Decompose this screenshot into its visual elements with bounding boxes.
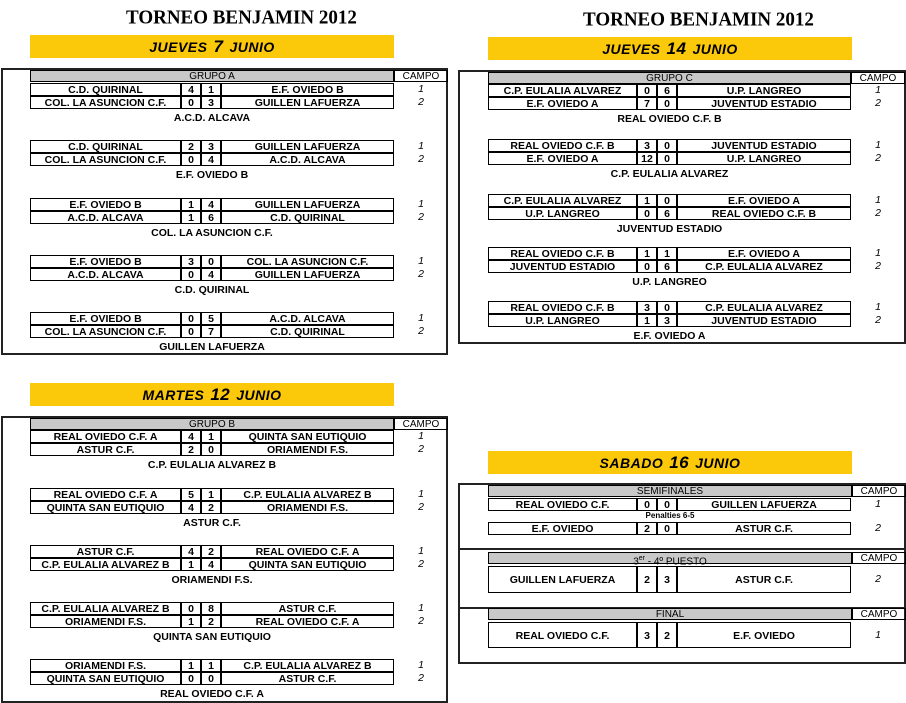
away-team: E.F. OVIEDO A — [677, 194, 851, 207]
group-header: GRUPO B — [30, 418, 394, 430]
home-score: 1 — [637, 314, 657, 327]
home-score: 4 — [181, 430, 201, 443]
home-score: 1 — [181, 198, 201, 211]
campo-number: 2 — [875, 573, 881, 585]
campo-number: 2 — [418, 268, 424, 280]
semifinals-header: SEMIFINALES — [488, 485, 852, 497]
home-team: E.F. OVIEDO B — [30, 255, 181, 268]
away-score: 5 — [201, 312, 221, 325]
campo-number: 2 — [418, 501, 424, 513]
resting-team: REAL OVIEDO C.F. A — [160, 688, 264, 700]
away-team: C.D. QUIRINAL — [221, 211, 394, 224]
home-score: 0 — [637, 84, 657, 97]
home-team: ASTUR C.F. — [30, 443, 181, 456]
home-team: QUINTA SAN EUTIQUIO — [30, 672, 181, 685]
resting-team: ORIAMENDI F.S. — [171, 574, 253, 586]
away-team: REAL OVIEDO C.F. B — [677, 207, 851, 220]
home-score: 1 — [637, 194, 657, 207]
band-month: JUNIO — [229, 39, 275, 55]
campo-number: 2 — [875, 314, 881, 326]
away-score: 2 — [201, 501, 221, 514]
away-team: JUVENTUD ESTADIO — [677, 314, 851, 327]
third-label-number: 3 — [633, 556, 639, 568]
campo-number: 1 — [875, 84, 881, 96]
away-team: GUILLEN LAFUERZA — [221, 198, 394, 211]
away-team: E.F. OVIEDO B — [221, 83, 394, 96]
home-team: REAL OVIEDO C.F. B — [488, 139, 637, 152]
date-band-sabado-16 — [488, 451, 852, 474]
band-day-name: MARTES — [142, 387, 205, 403]
home-score: 0 — [181, 312, 201, 325]
home-score: 1 — [181, 659, 201, 672]
away-team: REAL OVIEDO C.F. A — [221, 615, 394, 628]
home-team: C.P. EULALIA ALVAREZ — [488, 84, 637, 97]
band-day-name: JUEVES — [602, 41, 661, 57]
away-team: E.F. OVIEDO — [677, 622, 851, 648]
away-team: U.P. LANGREO — [677, 84, 851, 97]
resting-team: E.F. OVIEDO B — [175, 169, 249, 181]
home-score: 0 — [181, 672, 201, 685]
away-team: ASTUR C.F. — [221, 672, 394, 685]
away-score: 7 — [201, 325, 221, 338]
away-score: 0 — [657, 152, 677, 165]
home-score: 7 — [637, 97, 657, 110]
campo-number: 2 — [875, 260, 881, 272]
home-score: 3 — [637, 139, 657, 152]
away-score: 0 — [201, 255, 221, 268]
campo-number: 2 — [875, 97, 881, 109]
band-month: JUNIO — [236, 387, 282, 403]
campo-header: CAMPO — [394, 418, 448, 430]
away-team: C.P. EULALIA ALVAREZ B — [221, 488, 394, 501]
campo-number: 1 — [418, 312, 424, 324]
away-score: 1 — [201, 83, 221, 96]
home-team: E.F. OVIEDO A — [488, 152, 637, 165]
campo-number: 2 — [418, 443, 424, 455]
home-score: 0 — [637, 207, 657, 220]
campo-number: 1 — [875, 247, 881, 259]
away-team: GUILLEN LAFUERZA — [677, 498, 851, 511]
campo-number: 1 — [418, 255, 424, 267]
away-score: 1 — [201, 430, 221, 443]
away-score: 0 — [201, 672, 221, 685]
campo-number: 1 — [418, 602, 424, 614]
home-team: C.D. QUIRINAL — [30, 83, 181, 96]
away-score: 2 — [201, 545, 221, 558]
home-score: 0 — [181, 268, 201, 281]
resting-team: C.D. QUIRINAL — [174, 284, 250, 296]
date-band-jueves-7 — [30, 35, 394, 58]
band-day-number: 7 — [213, 37, 224, 56]
campo-header: CAMPO — [394, 70, 448, 82]
third-label-rest: - 4º PUESTO — [644, 556, 707, 568]
campo-number: 1 — [418, 430, 424, 442]
band-day-name: JUEVES — [149, 39, 208, 55]
away-team: COL. LA ASUNCION C.F. — [221, 255, 394, 268]
third-place-header — [488, 552, 852, 568]
home-team: REAL OVIEDO C.F. B — [488, 247, 637, 260]
home-score: 5 — [181, 488, 201, 501]
date-band-martes-12 — [30, 383, 394, 406]
penalties-note: Penalties 6-5 — [645, 511, 695, 520]
band-day-number: 16 — [669, 453, 690, 472]
resting-team: C.P. EULALIA ALVAREZ — [610, 168, 729, 180]
home-score: 0 — [181, 602, 201, 615]
home-score: 2 — [181, 443, 201, 456]
band-month: JUNIO — [695, 455, 741, 471]
campo-number: 2 — [418, 558, 424, 570]
home-team: REAL OVIEDO C.F. B — [488, 301, 637, 314]
away-score: 0 — [657, 139, 677, 152]
home-team: GUILLEN LAFUERZA — [488, 566, 637, 593]
home-team: C.D. QUIRINAL — [30, 140, 181, 153]
away-score: 4 — [201, 268, 221, 281]
home-score: 4 — [181, 545, 201, 558]
home-team: JUVENTUD ESTADIO — [488, 260, 637, 273]
home-score: 2 — [181, 140, 201, 153]
away-team: A.C.D. ALCAVA — [221, 153, 394, 166]
campo-number: 2 — [875, 522, 881, 534]
home-team: C.P. EULALIA ALVAREZ B — [30, 558, 181, 571]
home-score: 1 — [637, 247, 657, 260]
campo-number: 2 — [418, 325, 424, 337]
away-team: ASTUR C.F. — [677, 522, 851, 535]
away-team: C.P. EULALIA ALVAREZ — [677, 301, 851, 314]
home-team: ASTUR C.F. — [30, 545, 181, 558]
campo-number: 2 — [418, 96, 424, 108]
away-team: C.D. QUIRINAL — [221, 325, 394, 338]
home-team: REAL OVIEDO C.F. A — [30, 430, 181, 443]
home-score: 4 — [181, 83, 201, 96]
home-score: 3 — [637, 301, 657, 314]
away-score: 4 — [201, 198, 221, 211]
campo-header: CAMPO — [852, 552, 906, 564]
campo-number: 2 — [875, 152, 881, 164]
away-score: 0 — [657, 97, 677, 110]
away-score: 0 — [201, 443, 221, 456]
campo-number: 2 — [418, 615, 424, 627]
away-team: QUINTA SAN EUTIQUIO — [221, 558, 394, 571]
resting-team: QUINTA SAN EUTIQUIO — [153, 631, 271, 643]
away-score: 2 — [657, 622, 677, 648]
resting-team: COL. LA ASUNCION C.F. — [151, 227, 273, 239]
home-score: 0 — [637, 498, 657, 511]
home-team: A.C.D. ALCAVA — [30, 268, 181, 281]
home-score: 3 — [637, 622, 657, 648]
home-team: ORIAMENDI F.S. — [30, 615, 181, 628]
away-score: 0 — [657, 522, 677, 535]
away-score: 4 — [201, 153, 221, 166]
away-score: 4 — [201, 558, 221, 571]
band-day-name: SABADO — [599, 455, 664, 471]
home-score: 2 — [637, 522, 657, 535]
home-team: REAL OVIEDO C.F. A — [30, 488, 181, 501]
away-score: 0 — [657, 301, 677, 314]
campo-number: 1 — [418, 488, 424, 500]
away-score: 8 — [201, 602, 221, 615]
home-team: E.F. OVIEDO A — [488, 97, 637, 110]
resting-team: U.P. LANGREO — [632, 276, 707, 288]
away-score: 1 — [201, 659, 221, 672]
resting-team: E.F. OVIEDO A — [633, 330, 706, 342]
away-score: 3 — [657, 314, 677, 327]
resting-team: REAL OVIEDO C.F. B — [617, 113, 722, 125]
away-score: 0 — [657, 194, 677, 207]
home-score: 0 — [181, 153, 201, 166]
campo-header: CAMPO — [852, 485, 906, 497]
away-score: 3 — [201, 96, 221, 109]
home-team: C.P. EULALIA ALVAREZ — [488, 194, 637, 207]
home-team: QUINTA SAN EUTIQUIO — [30, 501, 181, 514]
band-month: JUNIO — [692, 41, 738, 57]
away-team: C.P. EULALIA ALVAREZ B — [221, 659, 394, 672]
home-team: COL. LA ASUNCION C.F. — [30, 325, 181, 338]
away-team: QUINTA SAN EUTIQUIO — [221, 430, 394, 443]
band-day-number: 14 — [666, 39, 687, 58]
home-score: 3 — [181, 255, 201, 268]
campo-number: 1 — [875, 301, 881, 313]
home-team: REAL OVIEDO C.F. — [488, 498, 637, 511]
resting-team: C.P. EULALIA ALVAREZ B — [147, 459, 277, 471]
campo-number: 1 — [418, 659, 424, 671]
home-score: 0 — [181, 96, 201, 109]
campo-number: 2 — [418, 153, 424, 165]
home-score: 0 — [181, 325, 201, 338]
away-team: ASTUR C.F. — [221, 602, 394, 615]
away-team: C.P. EULALIA ALVAREZ — [677, 260, 851, 273]
campo-number: 1 — [875, 629, 881, 641]
home-team: C.P. EULALIA ALVAREZ B — [30, 602, 181, 615]
left-tournament-title: TORNEO BENJAMIN 2012 — [126, 6, 357, 29]
away-team: GUILLEN LAFUERZA — [221, 268, 394, 281]
away-score: 2 — [201, 615, 221, 628]
campo-header: CAMPO — [851, 72, 905, 84]
home-score: 1 — [181, 211, 201, 224]
band-day-number: 12 — [210, 385, 231, 404]
right-tournament-title: TORNEO BENJAMIN 2012 — [583, 8, 814, 31]
group-header: GRUPO C — [488, 72, 851, 84]
campo-number: 1 — [418, 545, 424, 557]
away-score: 6 — [657, 84, 677, 97]
home-team: U.P. LANGREO — [488, 314, 637, 327]
away-score: 3 — [201, 140, 221, 153]
campo-number: 1 — [875, 139, 881, 151]
campo-number: 1 — [418, 83, 424, 95]
third-label-suffix: er — [638, 555, 645, 562]
away-score: 1 — [201, 488, 221, 501]
home-team: E.F. OVIEDO — [488, 522, 637, 535]
away-score: 6 — [657, 207, 677, 220]
home-score: 1 — [181, 615, 201, 628]
away-team: GUILLEN LAFUERZA — [221, 96, 394, 109]
home-score: 2 — [637, 566, 657, 593]
campo-number: 2 — [875, 207, 881, 219]
home-team: A.C.D. ALCAVA — [30, 211, 181, 224]
home-score: 4 — [181, 501, 201, 514]
campo-header: CAMPO — [852, 608, 906, 620]
group-header: GRUPO A — [30, 70, 394, 82]
away-score: 3 — [657, 566, 677, 593]
home-score: 0 — [637, 260, 657, 273]
away-team: U.P. LANGREO — [677, 152, 851, 165]
home-team: ORIAMENDI F.S. — [30, 659, 181, 672]
resting-team: JUVENTUD ESTADIO — [616, 223, 723, 235]
date-band-jueves-14 — [488, 37, 852, 60]
home-team: E.F. OVIEDO B — [30, 312, 181, 325]
home-score: 1 — [181, 558, 201, 571]
resting-team: GUILLEN LAFUERZA — [159, 341, 265, 353]
resting-team: ASTUR C.F. — [183, 517, 241, 529]
home-team: COL. LA ASUNCION C.F. — [30, 96, 181, 109]
campo-number: 1 — [418, 198, 424, 210]
away-score: 0 — [657, 498, 677, 511]
finals-divider — [458, 548, 906, 550]
home-team: U.P. LANGREO — [488, 207, 637, 220]
campo-number: 1 — [875, 498, 881, 510]
away-team: E.F. OVIEDO A — [677, 247, 851, 260]
away-score: 6 — [201, 211, 221, 224]
home-score: 12 — [637, 152, 657, 165]
away-team: ORIAMENDI F.S. — [221, 443, 394, 456]
away-team: JUVENTUD ESTADIO — [677, 139, 851, 152]
away-team: ORIAMENDI F.S. — [221, 501, 394, 514]
away-team: JUVENTUD ESTADIO — [677, 97, 851, 110]
away-team: REAL OVIEDO C.F. A — [221, 545, 394, 558]
away-score: 1 — [657, 247, 677, 260]
home-team: COL. LA ASUNCION C.F. — [30, 153, 181, 166]
campo-number: 2 — [418, 672, 424, 684]
away-team: ASTUR C.F. — [677, 566, 851, 593]
away-score: 6 — [657, 260, 677, 273]
home-team: E.F. OVIEDO B — [30, 198, 181, 211]
resting-team: A.C.D. ALCAVA — [173, 112, 251, 124]
campo-number: 1 — [418, 140, 424, 152]
campo-number: 2 — [418, 211, 424, 223]
away-team: GUILLEN LAFUERZA — [221, 140, 394, 153]
home-team: REAL OVIEDO C.F. — [488, 622, 637, 648]
final-header: FINAL — [488, 608, 852, 620]
away-team: A.C.D. ALCAVA — [221, 312, 394, 325]
campo-number: 1 — [875, 194, 881, 206]
